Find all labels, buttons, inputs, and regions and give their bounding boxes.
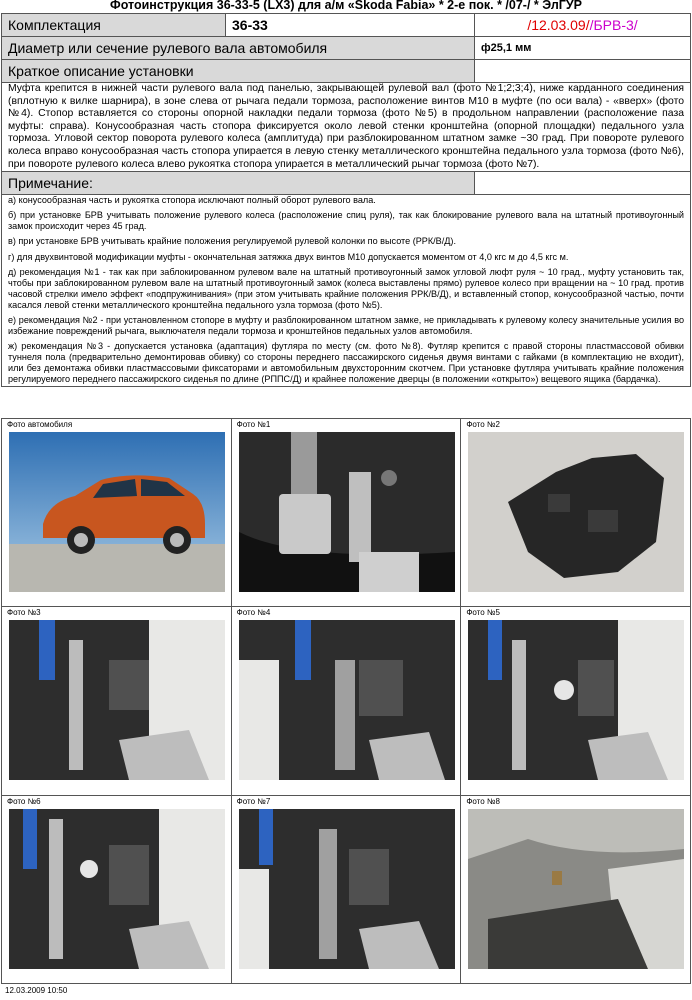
photo-cell	[461, 607, 691, 795]
notes-label: Примечание:	[2, 172, 475, 195]
kit-label: Комплектация	[2, 14, 226, 37]
photo-cell	[231, 607, 461, 795]
photo-cell	[231, 795, 461, 983]
description-text: Муфта крепится в нижней части рулевого вала под панелью, закрывающей рулевой вал (фото №1;2;3;4), ниже карданного соединения (вплотную к вилке шарнира), в зоне слева от рычага педали тормоза, расположение винтов М10 в муфте (по оси вала) - «вверх» (фото №4). Стопор вставляется со стороны опорной накладки педали тормоза (фото №5) в продольном направлении (расположение паза муфты: справа). Конусообразная часть стопора фиксируется около левой стенки кронштейна (опорной площадки) педального узла тормоза. Угловой сектор поворота рулевого колеса (амплитуда) при разблокированном штатном замке ~30 град. При повороте рулевого колеса вправо конусообразная часть стопора упирается в левую стенку металлического кронштейна педального узла тормоза (фото №6), при повороте рулевого колеса влево рукоятка стопора упирается в металлический рычаг тормоза (фото №7).	[2, 83, 691, 172]
footer-timestamp: 12.03.2009 10:50	[5, 986, 68, 995]
revision-text: /БРВ-3/	[589, 17, 638, 33]
photo-caption: Фото №5	[466, 608, 500, 618]
car-photo	[9, 432, 225, 592]
note-item: д) рекомендация №1 - так как при заблокированном рулевом вале на штатный противоугонный замок угловой люфт руля ~ 10 град., муфту установить так, чтобы при заблокированном рулевом вале на штатный противоугонный замок (колеса выставлены прямо) рулевое колесо при вращении на ~ 10 град. против часовой стрелки имело эффект «подпружинивания» (при этом учитывать крайние положения РРК/В/Д), и вставленный стопор, конусообразной частью, почти касался левой стенки металлического кронштейна педального узла тормоза (фото №5).	[8, 266, 684, 310]
photo-cell	[2, 419, 232, 607]
note-item: б) при установке БРВ учитывать положение рулевого колеса (расположение спиц руля), так как блокирование рулевого вала на штатный противоугонный замок происходит через 45 град.	[8, 210, 684, 232]
note-item: в) при установке БРВ учитывать крайние положения регулируемой рулевой колонки по высоте (РРК/В/Д).	[8, 236, 456, 247]
photo-caption: Фото №4	[236, 608, 271, 618]
kit-date	[475, 14, 691, 37]
document-title: Фотоинструкция 36-33-5 (LX3) для а/м «Skoda Fabia» * 2-е пок. * /07-/ * ЭлГУР	[110, 0, 582, 12]
steering-shaft-photo	[468, 620, 684, 780]
kit-value: 36-33	[226, 14, 475, 37]
photo-caption: Фото №6	[7, 796, 41, 806]
photo-caption: Фото №7	[236, 796, 271, 806]
notes-list	[2, 195, 691, 386]
foam-insert-photo	[468, 432, 684, 592]
steering-shaft-photo	[9, 620, 225, 780]
photo-caption: Фото №1	[236, 420, 271, 429]
note-item: ж) рекомендация №3 - допускается установка (адаптация) футляра по месту (см. фото №8). Футляр крепится с правой стороны пластмассовой обивки туннеля пола (предварительно демонтировав обивку) со стороны переднего пассажирского сиденья двумя винтами с гайками (в комплектацию не входит), или без демонтажа обивки пластмассовыми фиксаторами и автомобильным двухсторонним скотчем. При установке футляра учитывать крайние положения регулируемого переднего пассажирского сиденья по длине (РППС/Д) и крайнее положение дверцы (в положении «открыто») вещевого ящика (бардачка).	[8, 341, 684, 385]
steering-shaft-photo	[239, 809, 455, 969]
photo-cell	[231, 419, 461, 607]
steering-shaft-photo	[239, 620, 455, 780]
steering-shaft-photo	[9, 809, 225, 969]
shaft-label: Диаметр или сечение рулевого вала автомобиля	[2, 37, 475, 60]
photo-grid	[1, 418, 691, 984]
note-item: а) конусообразная часть и рукоятка стопора исключают полный оборот рулевого вала.	[8, 195, 376, 206]
photo-cell	[461, 419, 691, 607]
photo-caption: Фото №8	[466, 796, 500, 806]
notes-label-blank	[475, 172, 691, 195]
description-label-blank	[475, 60, 691, 83]
info-table	[1, 13, 691, 387]
photo-cell	[2, 607, 232, 795]
photo-caption: Фото автомобиля	[7, 420, 73, 429]
console-photo	[468, 809, 684, 969]
note-item: е) рекомендация №2 - при установленном стопоре в муфту и разблокированном штатном замке, не прикладывать к рулевому колесу значительные усилия во избежание повреждений рычага, выключателя педали тормоза и кронштейнов педальных узлов автомобиля.	[8, 315, 684, 337]
shaft-value: ф25,1 мм	[475, 37, 691, 60]
photo-cell	[461, 795, 691, 983]
date-text: /12.03.09/	[527, 17, 590, 33]
photo-caption: Фото №2	[466, 420, 500, 429]
note-item: г) для двухвинтовой модификации муфты - окончательная затяжка двух винтов М10 допускается моментом от 4,0 кгс м до 4,5 кгс м.	[8, 251, 569, 262]
pedal-photo	[239, 432, 455, 592]
photo-cell	[2, 795, 232, 983]
photo-caption: Фото №3	[7, 608, 41, 618]
description-label: Краткое описание установки	[2, 60, 475, 83]
